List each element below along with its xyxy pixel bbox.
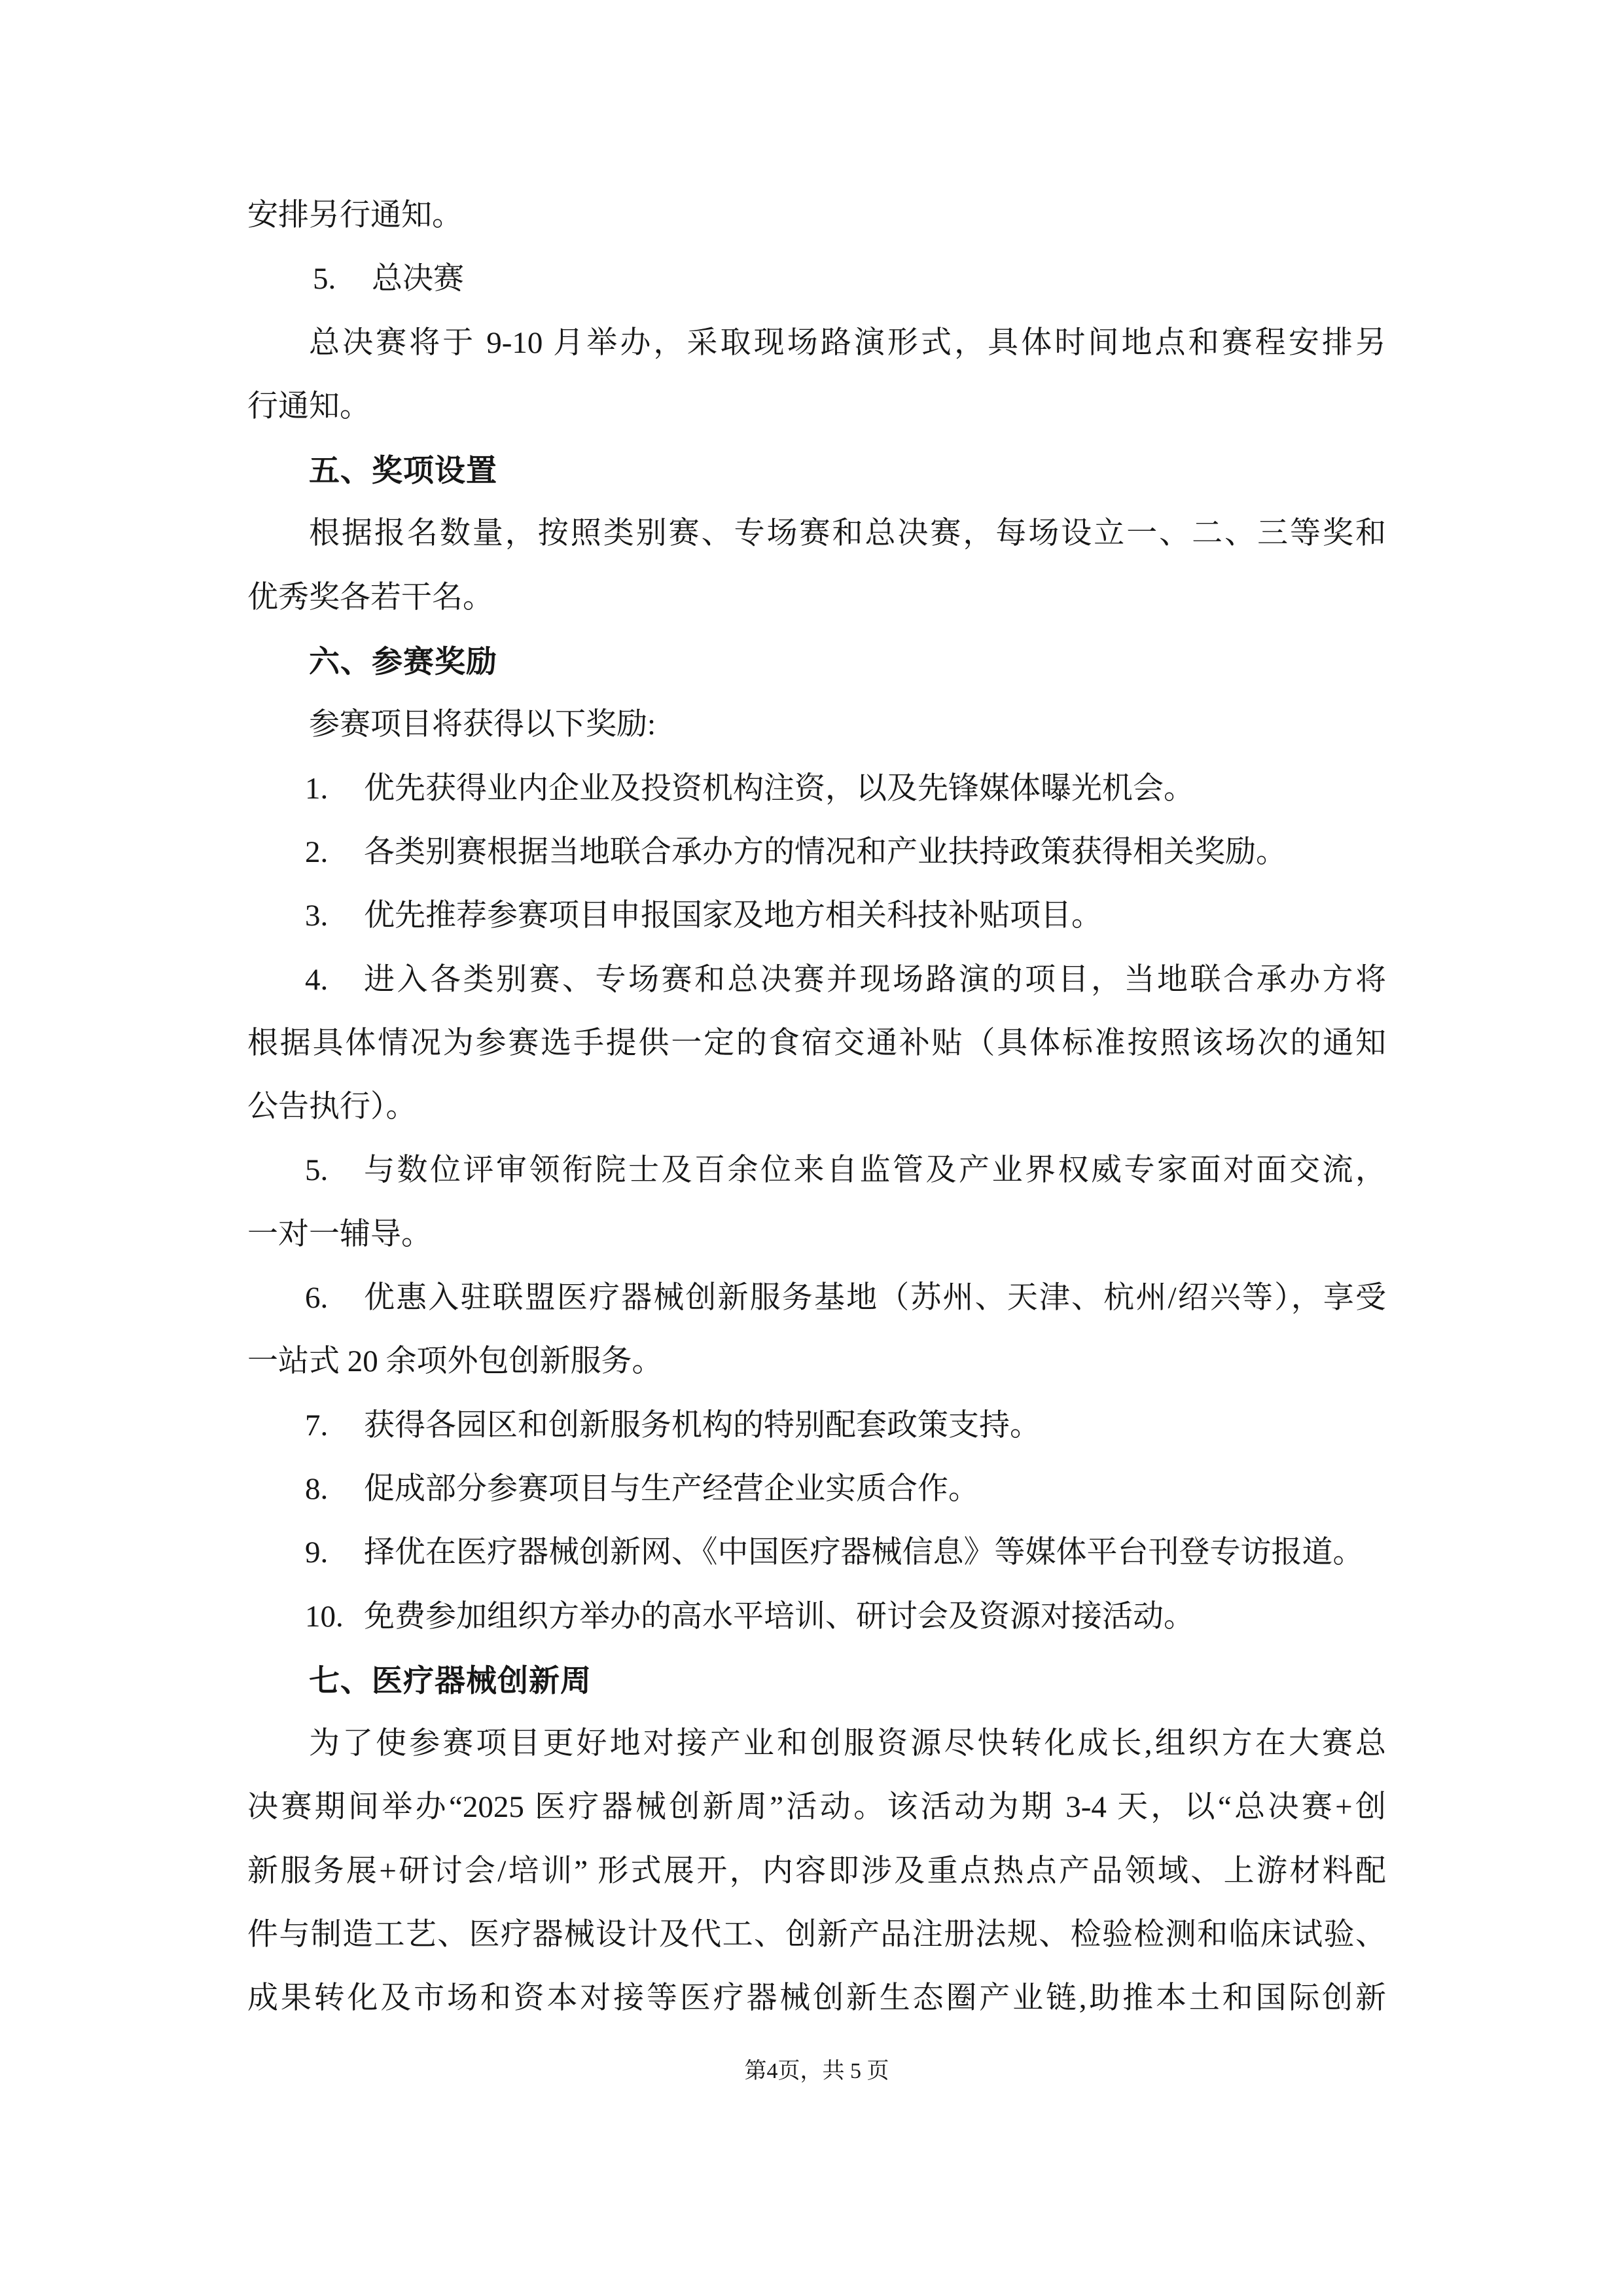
list-item-line	[247, 821, 1386, 884]
line-text: 一站式 20 余项外包创新服务。	[247, 1344, 663, 1379]
paragraph-line	[247, 1840, 1386, 1903]
paragraph-line	[247, 502, 1386, 565]
paragraph-line	[247, 566, 1386, 630]
numbered-subheading	[247, 247, 1386, 311]
list-number: 1.	[305, 771, 329, 806]
line-text: 进入各类别赛、专场赛和总决赛并现场路演的项目，当地联合承办方将	[364, 962, 1386, 997]
line-text: 成果转化及市场和资本对接等医疗器械创新生态圈产业链,助推本土和国际创新	[247, 1981, 1386, 2016]
line-text: 六、参赛奖励	[309, 644, 497, 679]
line-text: 各类别赛根据当地联合承办方的情况和产业扶持政策获得相关奖励。	[364, 834, 1287, 869]
line-text: 五、奖项设置	[309, 453, 497, 488]
list-number: 2.	[305, 834, 329, 869]
line-text: 根据报名数量，按照类别赛、专场赛和总决赛，每场设立一、二、三等奖和	[309, 516, 1386, 551]
line-text: 促成部分参赛项目与生产经营企业实质合作。	[364, 1471, 979, 1506]
line-text: 根据具体情况为参赛选手提供一定的食宿交通补贴（具体标准按照该场次的通知	[247, 1026, 1386, 1060]
page-footer	[247, 2057, 1386, 2086]
paragraph-line	[247, 1203, 1386, 1266]
page-number-text: 第4页，共 5 页	[744, 2059, 889, 2083]
line-text: 参赛项目将获得以下奖励:	[309, 708, 656, 742]
paragraph-line	[247, 1712, 1386, 1776]
list-item-line	[247, 1585, 1386, 1649]
list-item-line	[247, 757, 1386, 821]
list-item-line	[247, 1394, 1386, 1458]
list-number: 7.	[305, 1408, 329, 1443]
paragraph-line	[247, 184, 1386, 247]
line-text: 优先推荐参赛项目申报国家及地方相关科技补贴项目。	[364, 899, 1102, 933]
list-number: 3.	[305, 899, 329, 933]
paragraph-line	[247, 1776, 1386, 1839]
line-text: 新服务展+研讨会/培训” 形式展开，内容即涉及重点热点产品领域、上游材料配	[247, 1854, 1386, 1888]
list-number: 5.	[313, 262, 336, 296]
line-text: 件与制造工艺、医疗器械设计及代工、创新产品注册法规、检验检测和临床试验、	[247, 1918, 1386, 1952]
list-item-line	[247, 1521, 1386, 1585]
section-heading	[247, 630, 1386, 693]
document-body	[247, 184, 1386, 2031]
line-text: 择优在医疗器械创新网、《中国医疗器械信息》等媒体平台刊登专访报道。	[364, 1535, 1364, 1570]
list-number: 9.	[305, 1535, 329, 1570]
line-text: 与数位评审领衔院士及百余位来自监管及产业界权威专家面对面交流，	[364, 1153, 1386, 1188]
line-text: 行通知。	[247, 389, 370, 423]
list-number: 6.	[305, 1281, 329, 1316]
line-text: 总决赛将于 9-10 月举办，采取现场路演形式，具体时间地点和赛程安排另	[309, 325, 1386, 360]
paragraph-line	[247, 1330, 1386, 1393]
list-number: 8.	[305, 1471, 329, 1506]
paragraph-line	[247, 1967, 1386, 2030]
list-number: 10.	[305, 1599, 344, 1634]
paragraph-line	[247, 375, 1386, 439]
paragraph-line	[247, 693, 1386, 757]
paragraph-line	[247, 312, 1386, 375]
list-number: 5.	[305, 1153, 329, 1188]
list-item-line	[247, 1139, 1386, 1202]
paragraph-line	[247, 1012, 1386, 1075]
section-heading	[247, 439, 1386, 502]
line-text: 优秀奖各若干名。	[247, 580, 493, 615]
list-item-line	[247, 1266, 1386, 1330]
list-item-line	[247, 948, 1386, 1012]
line-text: 免费参加组织方举办的高水平培训、研讨会及资源对接活动。	[364, 1599, 1194, 1634]
line-text: 优先获得业内企业及投资机构注资，以及先锋媒体曝光机会。	[364, 771, 1194, 806]
line-text: 总决赛	[372, 262, 464, 296]
line-text: 为了使参赛项目更好地对接产业和创服资源尽快转化成长,组织方在大赛总	[309, 1727, 1386, 1761]
line-text: 七、医疗器械创新周	[309, 1662, 592, 1698]
paragraph-line	[247, 1903, 1386, 1967]
line-text: 决赛期间举办“2025 医疗器械创新周”活动。该活动为期 3-4 天，以“总决赛+创	[247, 1790, 1386, 1825]
line-text: 优惠入驻联盟医疗器械创新服务基地（苏州、天津、杭州/绍兴等），享受	[364, 1281, 1386, 1316]
section-heading	[247, 1649, 1386, 1712]
list-item-line	[247, 1458, 1386, 1521]
line-text: 一对一辅导。	[247, 1217, 432, 1251]
list-item-line	[247, 884, 1386, 948]
paragraph-line	[247, 1075, 1386, 1139]
line-text: 获得各园区和创新服务机构的特别配套政策支持。	[364, 1408, 1041, 1443]
list-number: 4.	[305, 962, 329, 997]
line-text: 公告执行）。	[247, 1090, 417, 1124]
line-text: 安排另行通知。	[247, 198, 463, 232]
